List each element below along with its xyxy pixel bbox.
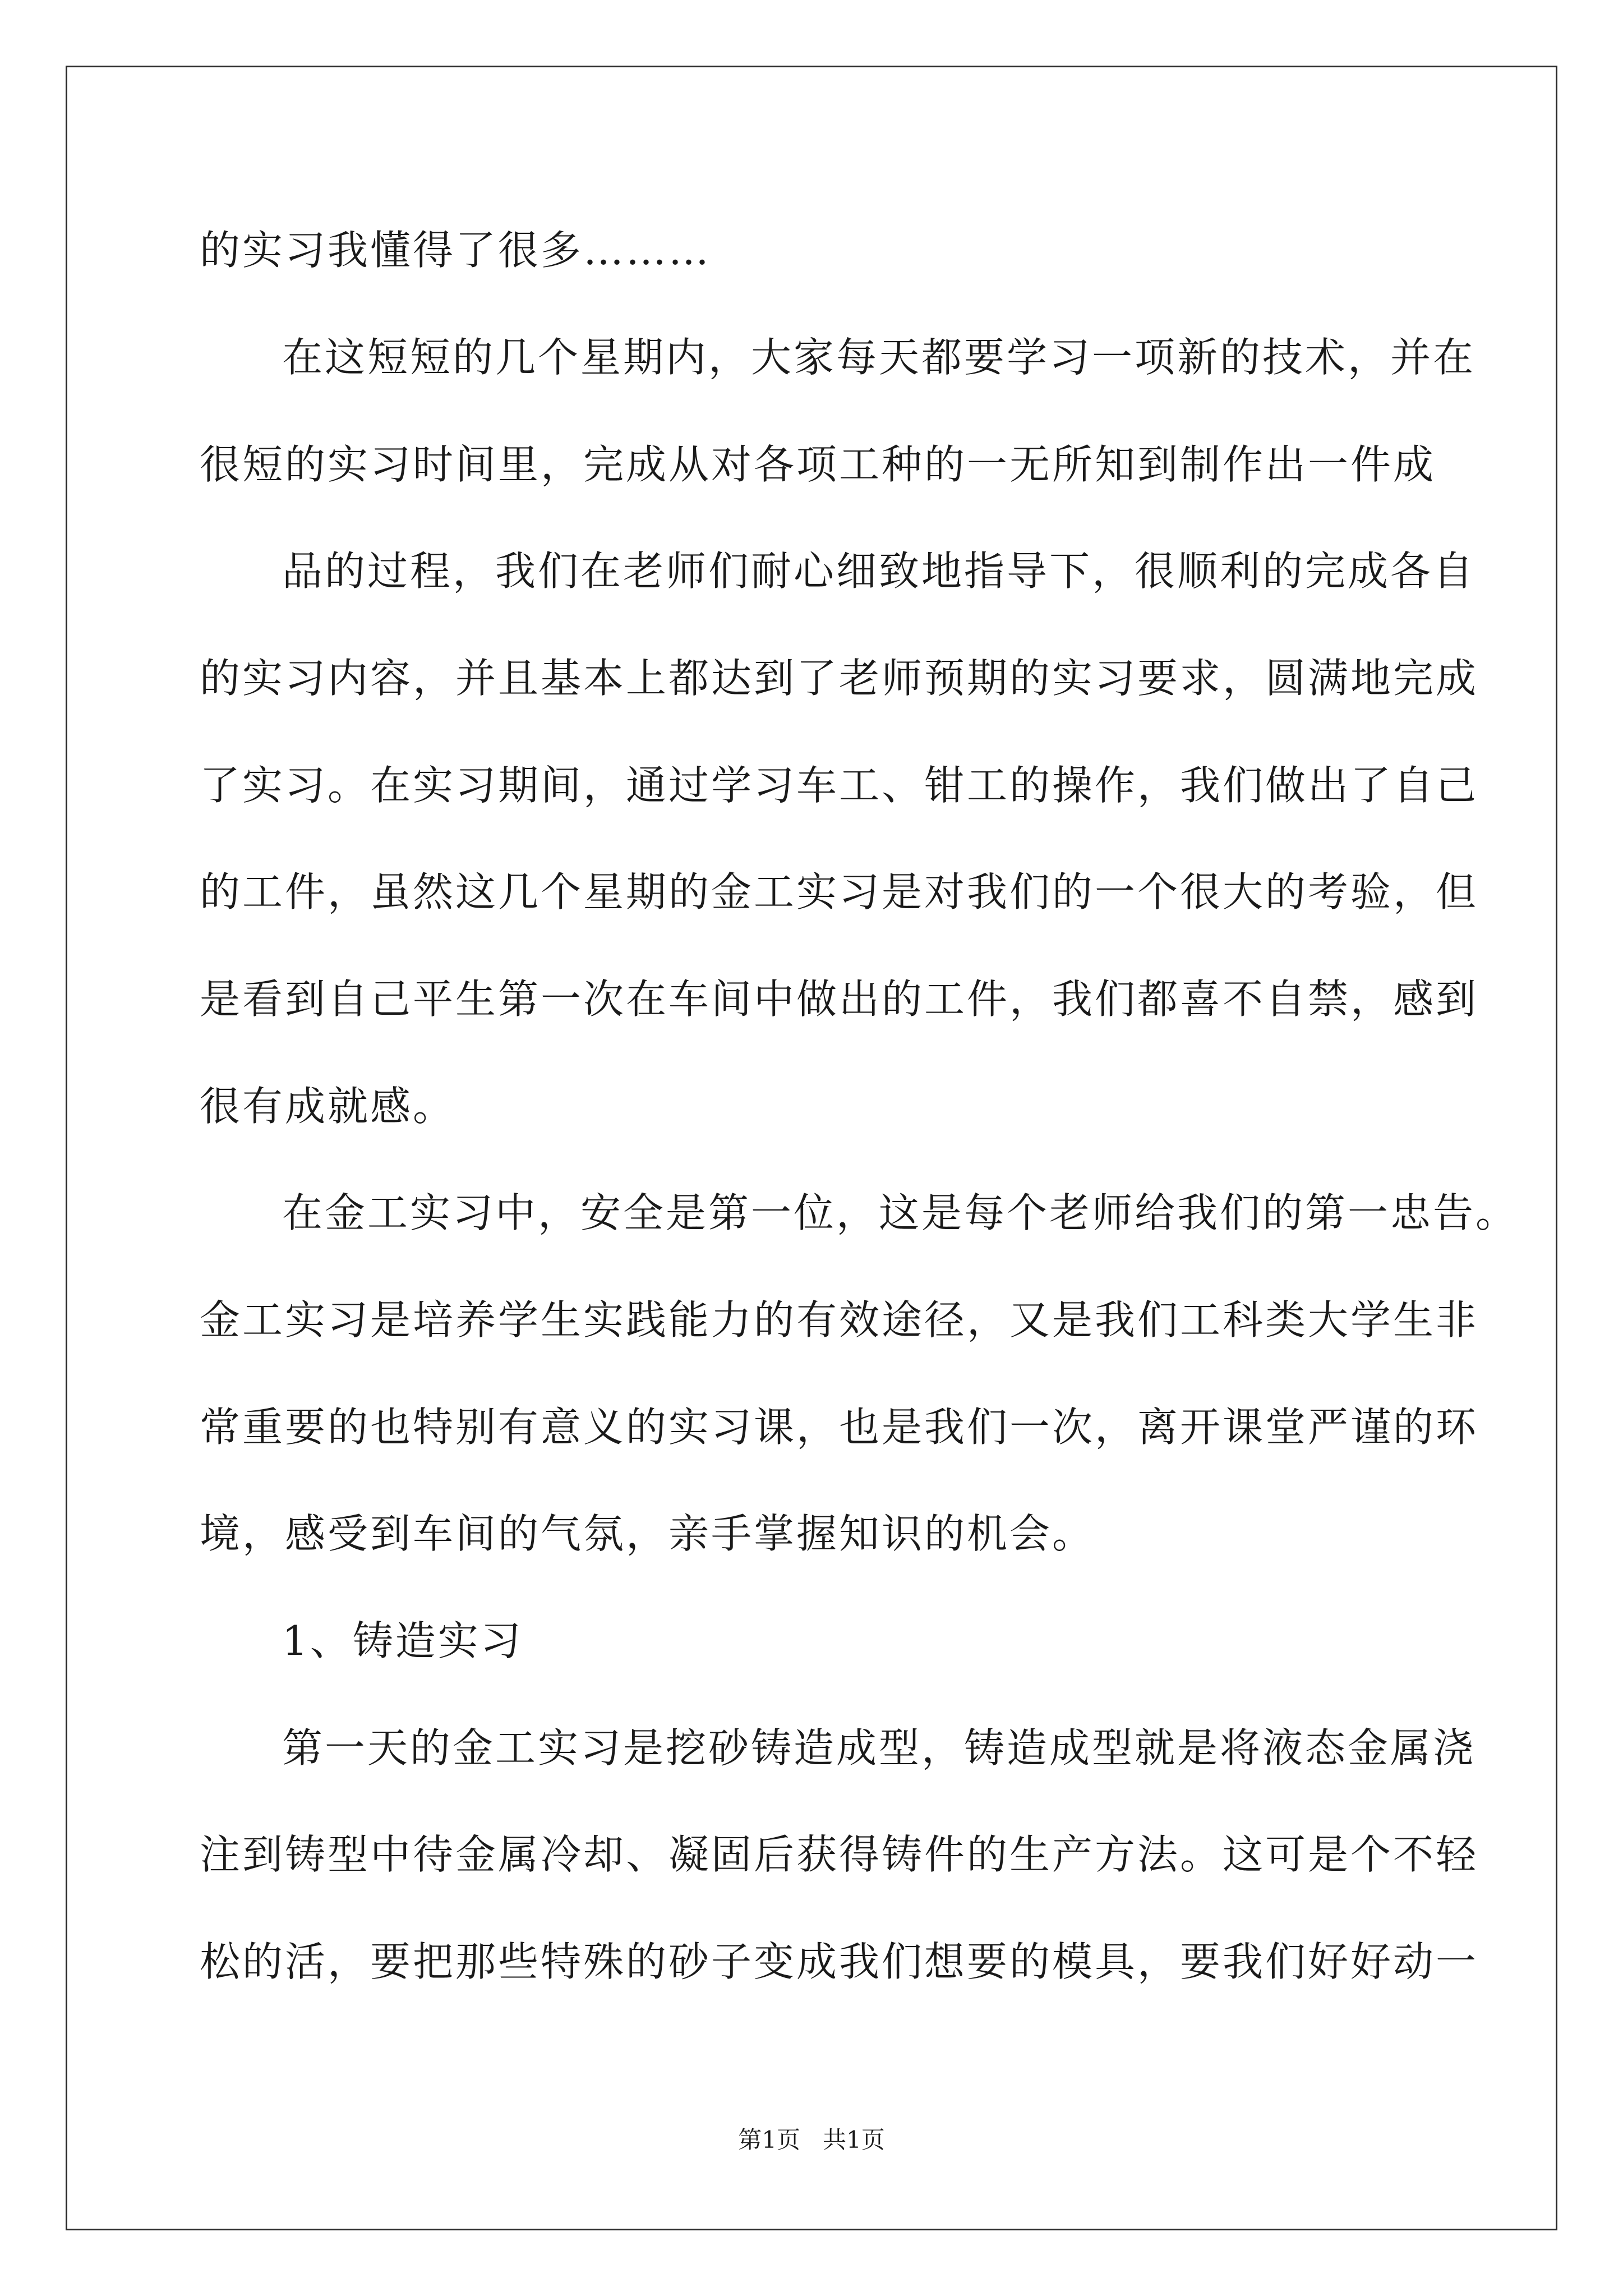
- text-line: 在这短短的几个星期内，大家每天都要学习一项新的技术，并在: [282, 334, 1476, 381]
- page-border: [66, 66, 1557, 2230]
- text-line: 的实习内容，并且基本上都达到了老师预期的实习要求，圆满地完成: [200, 655, 1479, 702]
- section-heading: 1、铸造实习: [282, 1617, 523, 1664]
- text-line: 品的过程，我们在老师们耐心细致地指导下，很顺利的完成各自: [282, 547, 1476, 595]
- text-line: 很短的实习时间里，完成从对各项工种的一无所知到制作出一件成: [200, 441, 1436, 488]
- text-line: 的工件，虽然这几个星期的金工实习是对我们的一个很大的考验，但: [200, 868, 1479, 915]
- text-line: 在金工实习中，安全是第一位，这是每个老师给我们的第一忠告。: [282, 1189, 1519, 1236]
- text-line: 常重要的也特别有意义的实习课，也是我们一次，离开课堂严谨的环: [200, 1404, 1479, 1451]
- text-line: 很有成就感。: [200, 1083, 456, 1130]
- text-line: 是看到自己平生第一次在车间中做出的工件，我们都喜不自禁，感到: [200, 976, 1479, 1023]
- text-line: 境，感受到车间的气氛，亲手掌握知识的机会。: [200, 1510, 1095, 1557]
- page-number-footer: 第1页 共1页: [738, 2126, 885, 2154]
- text-line: 了实习。在实习期间，通过学习车工、钳工的操作，我们做出了自己: [200, 762, 1479, 809]
- text-line: 松的活，要把那些特殊的砂子变成我们想要的模具，要我们好好动一: [200, 1938, 1479, 1985]
- text-line: 注到铸型中待金属冷却、凝固后获得铸件的生产方法。这可是个不轻: [200, 1831, 1479, 1878]
- text-line: 金工实习是培养学生实践能力的有效途径，又是我们工科类大学生非: [200, 1296, 1479, 1343]
- text-line: 的实习我懂得了很多………: [200, 227, 712, 274]
- text-line: 第一天的金工实习是挖砂铸造成型，铸造成型就是将液态金属浇: [282, 1724, 1476, 1772]
